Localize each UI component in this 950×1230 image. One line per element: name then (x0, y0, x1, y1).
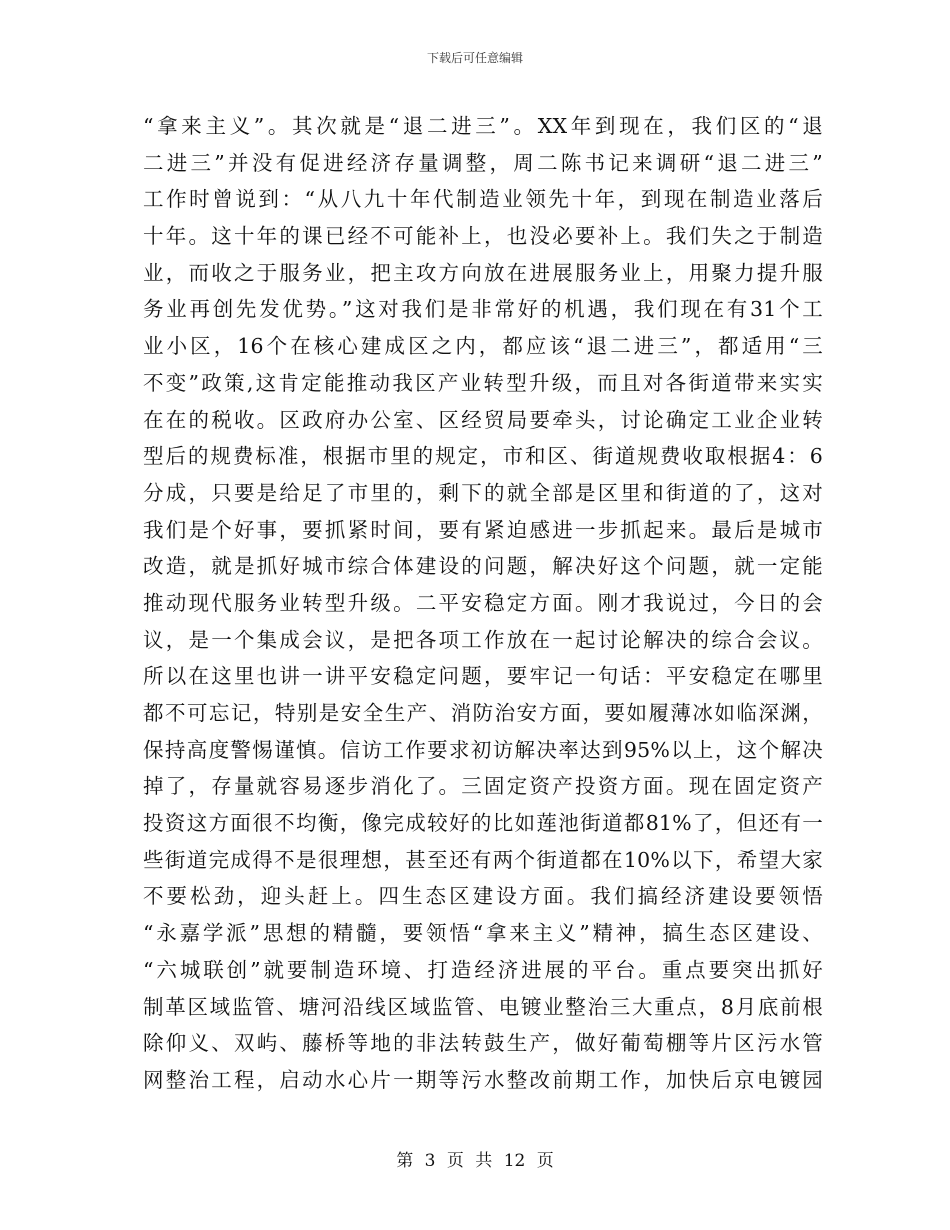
text-line: 我们是个好事，要抓紧时间，要有紧迫感进一步抓起来。最后是城市 (143, 517, 823, 542)
text-line: 型后的规费标准，根据市里的规定，市和区、街道规费收取根据4：6 (143, 444, 823, 469)
text-line: 工作时曾说到：“从八九十年代制造业领先十年，到现在制造业落后 (143, 187, 823, 212)
text-line: 不要松劲，迎头赶上。四生态区建设方面。我们搞经济建设要领悟 (143, 884, 823, 909)
text-line: 推动现代服务业转型升级。二平安稳定方面。刚才我说过，今日的会 (143, 590, 823, 615)
text-line: 不变”政策,这肯定能推动我区产业转型升级，而且对各街道带来实实 (143, 370, 823, 395)
document-body (143, 108, 823, 1099)
text-line: 业小区，16个在核心建成区之内，都应该“退二进三”，都适用“三 (143, 334, 823, 359)
text-line: 分成，只要是给足了市里的，剩下的就全部是区里和街道的了，这对 (143, 480, 823, 505)
text-line: 在在的税收。区政府办公室、区经贸局要牵头，讨论确定工业企业转 (143, 407, 823, 432)
text-line: “永嘉学派”思想的精髓，要领悟“拿来主义”精神，搞生态区建设、 (143, 921, 823, 946)
text-line: 务业再创先发优势。”这对我们是非常好的机遇，我们现在有31个工 (143, 297, 823, 322)
text-line: 议，是一个集成会议，是把各项工作放在一起讨论解决的综合会议。 (143, 627, 823, 652)
text-line: 都不可忘记，特别是安全生产、消防治安方面，要如履薄冰如临深渊， (143, 701, 823, 725)
page-number-footer: 第 3 页 共 12 页 (396, 1151, 554, 1171)
text-line: “六城联创”就要制造环境、打造经济进展的平台。重点要突出抓好 (143, 957, 823, 982)
text-line: 些街道完成得不是很理想，甚至还有两个街道都在10%以下，希望大家 (143, 847, 823, 872)
text-line: 网整治工程，启动水心片一期等污水整改前期工作，加快后京电镀园 (143, 1067, 823, 1092)
text-line: 业，而收之于服务业，把主攻方向放在进展服务业上，用聚力提升服 (143, 260, 823, 285)
text-line: 所以在这里也讲一讲平安稳定问题，要牢记一句话：平安稳定在哪里 (143, 664, 823, 689)
text-line: 投资这方面很不均衡，像完成较好的比如莲池街道都81%了，但还有一 (143, 811, 823, 836)
text-line: 二进三”并没有促进经济存量调整，周二陈书记来调研“退二进三” (143, 150, 823, 175)
page-header-note: 下载后可任意编辑 (426, 51, 523, 65)
text-line: 制革区域监管、塘河沿线区域监管、电镀业整治三大重点，8月底前根 (143, 994, 823, 1019)
text-line: 掉了，存量就容易逐步消化了。三固定资产投资方面。现在固定资产 (143, 774, 823, 799)
text-line: 十年。这十年的课已经不可能补上，也没必要补上。我们失之于制造 (143, 224, 823, 249)
text-line: 除仰义、双屿、藤桥等地的非法转鼓生产，做好葡萄棚等片区污水管 (143, 1031, 823, 1056)
text-line: 改造，就是抓好城市综合体建设的问题，解决好这个问题，就一定能 (143, 554, 823, 579)
text-line: “拿来主义”。其次就是“退二进三”。XX年到现在，我们区的“退 (143, 114, 823, 138)
text-line: 保持高度警惕谨慎。信访工作要求初访解决率达到95%以上，这个解决 (143, 737, 823, 762)
